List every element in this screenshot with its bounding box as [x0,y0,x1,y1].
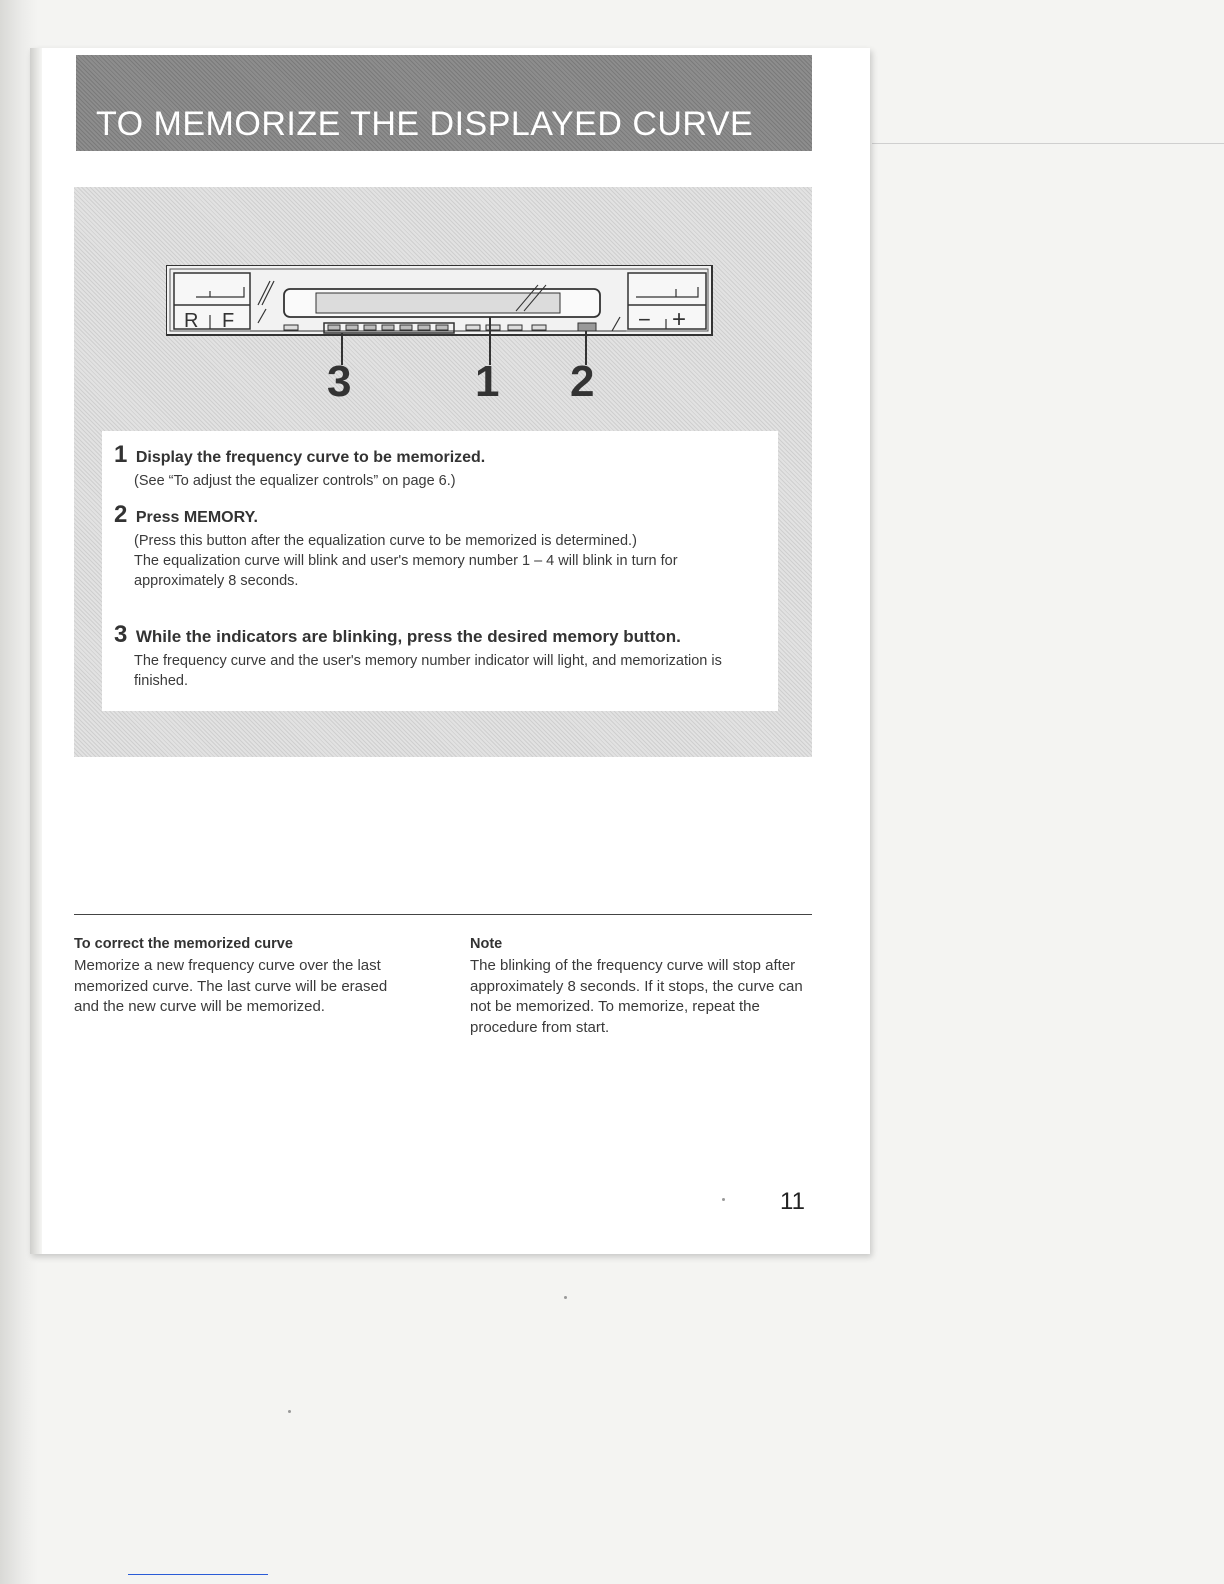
equalizer-front-panel-illustration [166,265,716,425]
correct-curve-note [74,936,414,1018]
correct-curve-text: Memorize a new frequency curve over the last memorized curve. The last curve will be erased and the new curve will be memorized. [74,957,388,1015]
memory-button [418,325,430,330]
step-heading: Display the frequency curve to be memorized. [135,449,486,466]
note-section [470,936,810,1038]
scan-speck [288,1410,291,1413]
step-1 [114,441,764,491]
page-number: 11 [780,1188,805,1215]
memory-button [364,325,376,330]
step-number: 1 [114,441,128,468]
f-button-label: F [222,310,235,332]
page-title: TO MEMORIZE THE DISPLAYED CURVE [96,105,754,143]
memory-button [436,325,448,330]
r-button-label: R [184,310,199,332]
step-number: 3 [114,621,128,648]
callout-3: 3 [327,357,352,406]
step-body: (Press this button after the equalization curve to be memorized is determined.) [134,533,637,549]
scan-speck [564,1296,567,1299]
memory-button [400,325,412,330]
memory-button-key [578,323,596,331]
memory-button [346,325,358,330]
note-text: The blinking of the frequency curve will stop after approximately 8 seconds. If it stops, the curve can not be memorized. To memorize, repeat the procedure from start. [470,957,803,1036]
section-divider [74,914,812,915]
step-number: 2 [114,501,128,528]
steps-box [102,431,778,711]
step-3 [114,621,764,691]
callout-1: 1 [475,357,500,406]
step-2 [114,501,764,591]
step-body: (See “To adjust the equalizer controls” on page 6.) [134,473,456,489]
note-heading: Note [470,936,503,952]
scan-edge-line [872,143,1224,144]
plus-button-label: + [672,306,687,333]
panel-button [466,325,480,330]
correct-curve-heading: To correct the memorized curve [74,936,293,952]
panel-button [532,325,546,330]
step-body-continued: The equalization curve will blink and user's memory number 1 – 4 will blink in turn for approximately 8 seconds. [134,553,678,589]
minus-button-label: − [638,307,651,332]
title-bar [76,55,812,151]
step-body: The frequency curve and the user's memory number indicator will light, and memorization is finished. [134,653,722,689]
scan-artifact-line [128,1574,268,1575]
step-heading: While the indicators are blinking, press the desired memory button. [135,627,681,646]
figure-panel [74,187,812,757]
scan-speck [722,1198,725,1201]
callout-2: 2 [570,357,595,406]
panel-button [284,325,298,330]
memory-button [328,325,340,330]
memory-button [382,325,394,330]
panel-button [486,325,500,330]
panel-button [508,325,522,330]
page-spine [30,48,42,1254]
step-heading: Press MEMORY. [135,509,258,526]
